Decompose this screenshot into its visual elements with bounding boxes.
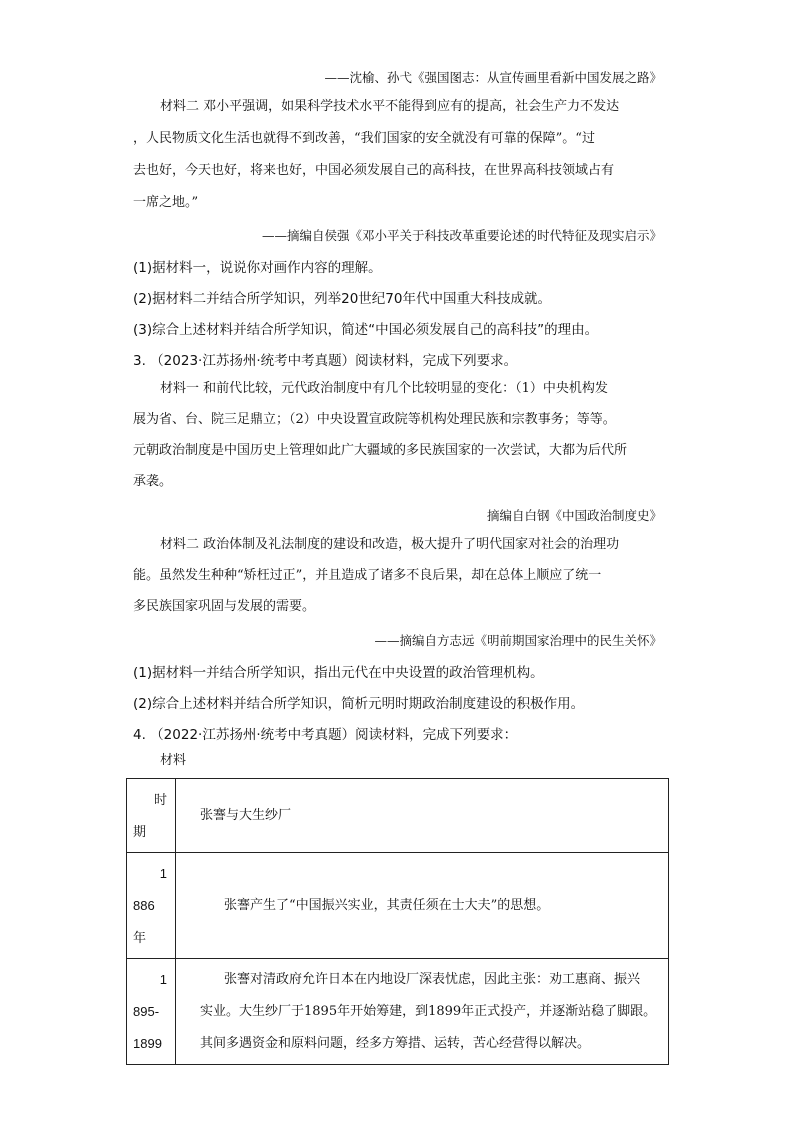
header-topic: 张謇与大生纱厂 — [200, 807, 292, 823]
row-1-period-cell — [127, 853, 176, 959]
material-2-line-3: 去也好，今天也好，将来也好，中国必须发展自己的高科技，在世界高科技领域占有 — [133, 163, 615, 178]
question-3-2: (2)综合上述材料并结合所学知识，简析元明时期政治制度建设的积极作用。 — [133, 696, 585, 712]
source-citation-3: 摘编自白钢《中国政治制度史》 — [486, 508, 662, 523]
material-3a-line-1: 材料一 和前代比较，元代政治制度中有几个比较明显的变化：（1）中央机构发 — [160, 381, 608, 396]
row-2-text-line-3 — [200, 1028, 658, 1060]
material-3b-line-2: 能。虽然发生种种“矫枉过正”，并且造成了诸多不良后果，却在总体上顺应了统一 — [133, 568, 602, 583]
row-1-text-cell — [176, 853, 669, 959]
material-2-line-1: 材料二 邓小平强调，如果科学技术水平不能得到应有的提高，社会生产力不发达 — [160, 99, 620, 114]
question-2-1: (1)据材料一，说说你对画作内容的理解。 — [133, 260, 382, 276]
question-3-1: (1)据材料一并结合所学知识，指出元代在中央设置的政治管理机构。 — [133, 665, 544, 681]
row-2-period-line-2: 895- — [133, 1003, 160, 1019]
question-2-2: (2)据材料二并结合所学知识，列举20世纪70年代中国重大科技成就。 — [133, 291, 551, 307]
row-2-text-cell — [176, 959, 669, 1065]
question-2-3: (3)综合上述材料并结合所学知识，简述“中国必须发展自己的高科技”的理由。 — [133, 322, 599, 338]
source-citation-4: ——摘编自方志远《明前期国家治理中的民生关怀》 — [374, 633, 662, 648]
material-4-label: 材料 — [160, 753, 187, 768]
material-2-line-2: ，人民物质文化生活也就得不到改善，“我们国家的安全就没有可靠的保障”。“过 — [133, 131, 595, 146]
table-row — [127, 853, 669, 959]
row-2-text-c: 其间多遇资金和原料问题，经多方筹措、运转，苦心经营得以解决。 — [200, 1035, 591, 1051]
header-period-char-2: 期 — [133, 823, 147, 839]
row-2-text-line-1 — [200, 964, 658, 996]
row-2-period-cell — [127, 959, 176, 1065]
table-row — [127, 959, 669, 1065]
header-period-char-1: 时 — [153, 791, 167, 807]
material-3b-line-1: 材料二 政治体制及礼法制度的建设和改造，极大提升了明代国家对社会的治理功 — [160, 537, 620, 552]
table-header-row — [127, 779, 669, 853]
material-3b-line-3: 多民族国家巩固与发展的需要。 — [133, 599, 316, 614]
row-1-period-line-3: 年 — [133, 929, 147, 945]
source-citation-2: ——摘编自侯强《邓小平关于科技改革重要论述的时代特征及现实启示》 — [261, 228, 662, 243]
row-2-period-line-1: 1 — [159, 971, 167, 987]
question-4-heading: 4. （2022·江苏扬州·统考中考真题）阅读材料，完成下列要求： — [133, 727, 518, 743]
row-1-text-line-1 — [200, 890, 658, 922]
row-1-period-line-1: 1 — [159, 865, 167, 881]
material-3a-line-3: 元朝政治制度是中国历史上管理如此广大疆域的多民族国家的一次尝试，大都为后代所 — [133, 443, 628, 458]
row-2-text-a: 张謇对清政府允许日本在内地设厂深表忧虑，因此主张：劝工惠商、振兴 — [224, 971, 641, 987]
row-1-text: 张謇产生了“中国振兴实业，其责任须在士大夫”的思想。 — [224, 897, 550, 913]
material-2-line-4: 一席之地。” — [133, 195, 199, 210]
question-3-heading: 3. （2023·江苏扬州·统考中考真题）阅读材料，完成下列要求。 — [133, 353, 518, 369]
material-3a-line-2: 展为省、台、院三足鼎立；（2）中央设置宣政院等机构处理民族和宗教事务；等等。 — [133, 412, 616, 427]
row-2-text-b: 实业。大生纱厂于1895年开始筹建，到1899年正式投产，并逐渐站稳了脚跟。 — [200, 1003, 657, 1019]
row-1-period-line-2: 886 — [133, 897, 155, 913]
row-2-text-line-2 — [200, 996, 658, 1028]
source-citation-1: ——沈榆、孙弋《强国图志：从宣传画里看新中国发展之路》 — [324, 70, 662, 85]
header-topic-cell — [176, 779, 669, 853]
material-3a-line-4: 承袭。 — [133, 474, 173, 489]
header-period-cell — [127, 779, 176, 853]
material-table — [126, 778, 669, 1065]
row-2-period-line-3: 1899 — [133, 1035, 162, 1051]
